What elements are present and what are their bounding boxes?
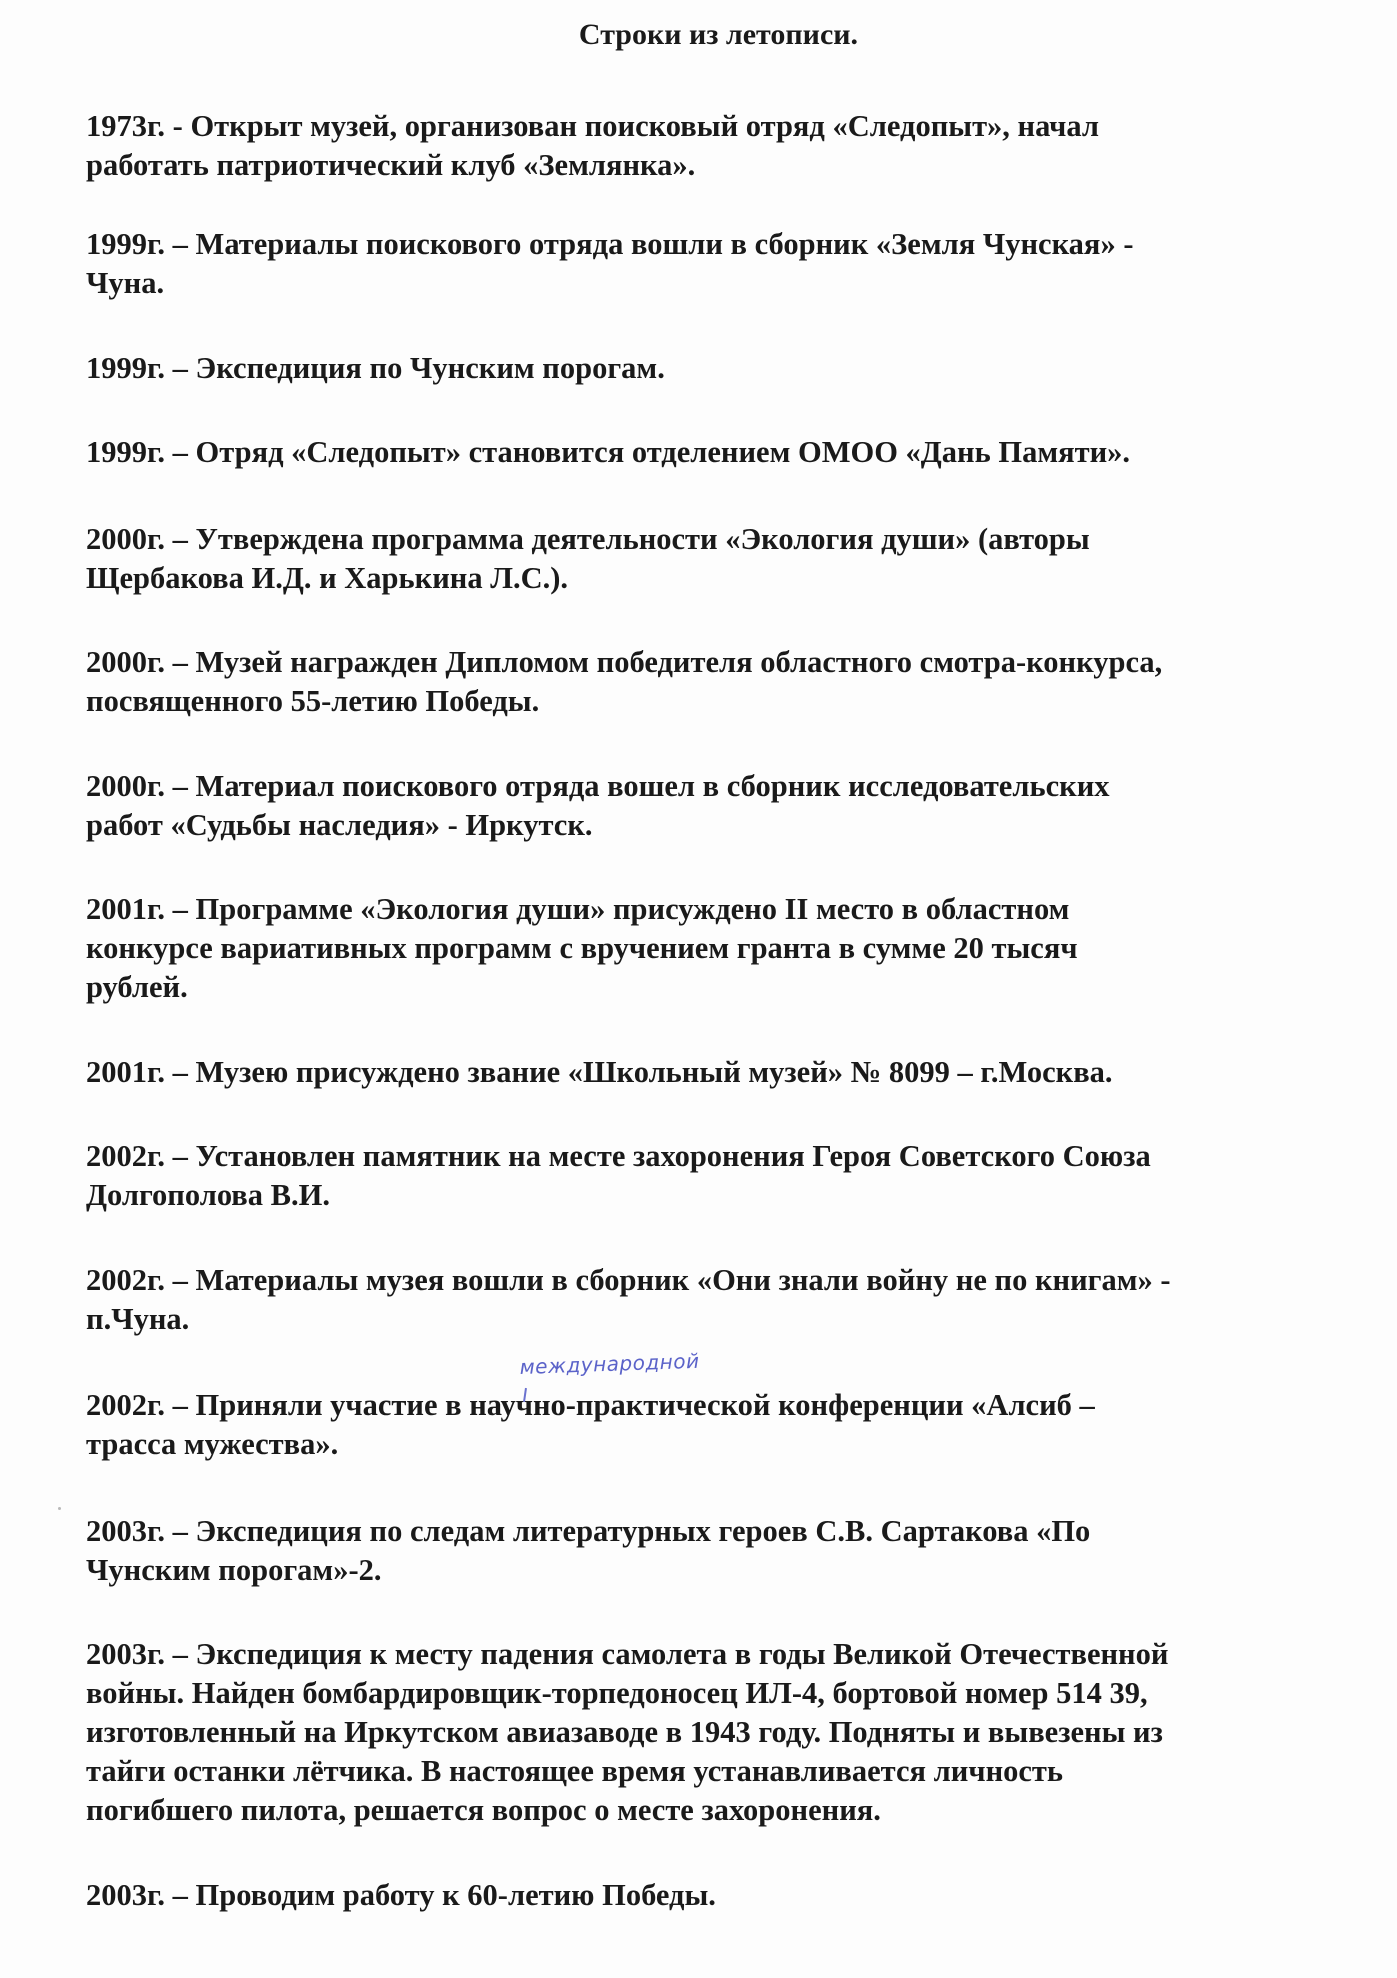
chronicle-entry-2003-aircraft [86, 1635, 1366, 1830]
chronicle-entry-2002-book [86, 1261, 1366, 1339]
chronicle-entry-1999-omoo [86, 433, 1366, 472]
handwritten-annotation: международной [519, 1348, 700, 1379]
entry-line: Щербакова И.Д. и Харькина Л.С.). [86, 561, 569, 595]
entry-line: погибшего пилота, решается вопрос о месте захоронения. [86, 1793, 881, 1827]
entry-line: 2001г. – Программе «Экология души» присуждено II место в областном [86, 892, 1070, 926]
chronicle-entry-2001-museum [86, 1053, 1366, 1092]
page-title: Строки из летописи. [578, 18, 859, 51]
entry-line: 2000г. – Музей награжден Дипломом победителя областного смотра-конкурса, [86, 645, 1163, 679]
entry-line: 2002г. – Материалы музея вошли в сборник «Они знали войну не по книгам» - [86, 1263, 1171, 1297]
entry-line: 2003г. – Экспедиция по следам литературных героев С.В. Сартакова «По [86, 1514, 1091, 1548]
entry-line: 1999г. – Экспедиция по Чунским порогам. [86, 351, 665, 385]
entry-line: посвященного 55-летию Победы. [86, 684, 540, 718]
entry-line: конкурсе вариативных программ с вручением гранта в сумме 20 тысяч [86, 931, 1078, 965]
chronicle-entry-1999-expedition [86, 349, 1366, 388]
chronicle-entry-2000-diploma [86, 643, 1366, 721]
chronicle-entry-2000-research [86, 767, 1366, 845]
chronicle-entry-2003-victory [86, 1876, 1366, 1915]
chronicle-entry-1973 [86, 107, 1366, 185]
entry-line: изготовленный на Иркутском авиазаводе в 1943 году. Подняты и вывезены из [86, 1715, 1163, 1749]
entry-line: 2003г. – Экспедиция к месту падения самолета в годы Великой Отечественной [86, 1637, 1169, 1671]
entry-line: 1973г. - Открыт музей, организован поисковый отряд «Следопыт», начал [86, 109, 1099, 143]
entry-line: войны. Найден бомбардировщик-торпедоносец ИЛ-4, бортовой номер 514 39, [86, 1676, 1148, 1710]
chronicle-entry-2003-literary [86, 1512, 1366, 1590]
entry-line: 1999г. – Материалы поискового отряда вошли в сборник «Земля Чунская» - [86, 227, 1134, 261]
entry-line: 2001г. – Музею присуждено звание «Школьный музей» № 8099 – г.Москва. [86, 1055, 1113, 1089]
chronicle-entry-1999-collection [86, 225, 1366, 303]
entry-line: тайги останки лётчика. В настоящее время устанавливается личность [86, 1754, 1064, 1788]
chronicle-entry-2001-grant [86, 890, 1366, 1007]
chronicle-entry-2002-monument [86, 1137, 1366, 1215]
entry-line: п.Чуна. [86, 1302, 190, 1336]
scan-speck [58, 1507, 61, 1510]
entry-line: Долгополова В.И. [86, 1178, 330, 1212]
entry-line: работ «Судьбы наследия» - Иркутск. [86, 808, 593, 842]
entry-line: 2002г. – Приняли участие в научно-практической конференции «Алсиб – [86, 1388, 1095, 1422]
entry-line: Чуна. [86, 266, 165, 300]
entry-line: работать патриотический клуб «Землянка». [86, 148, 696, 182]
entry-line: рублей. [86, 970, 188, 1004]
entry-line: трасса мужества». [86, 1427, 339, 1461]
entry-line: 2000г. – Материал поискового отряда вошел в сборник исследовательских [86, 769, 1110, 803]
chronicle-entry-2000-program [86, 520, 1366, 598]
chronicle-entry-2002-conference [86, 1386, 1366, 1464]
entry-line: 2000г. – Утверждена программа деятельности «Экология души» (авторы [86, 522, 1090, 556]
entry-line: 2002г. – Установлен памятник на месте захоронения Героя Советского Союза [86, 1139, 1151, 1173]
entry-line: 2003г. – Проводим работу к 60-летию Победы. [86, 1878, 716, 1912]
entry-line: Чунским порогам»-2. [86, 1553, 382, 1587]
entry-line: 1999г. – Отряд «Следопыт» становится отделением ОМОО «Дань Памяти». [86, 435, 1131, 469]
